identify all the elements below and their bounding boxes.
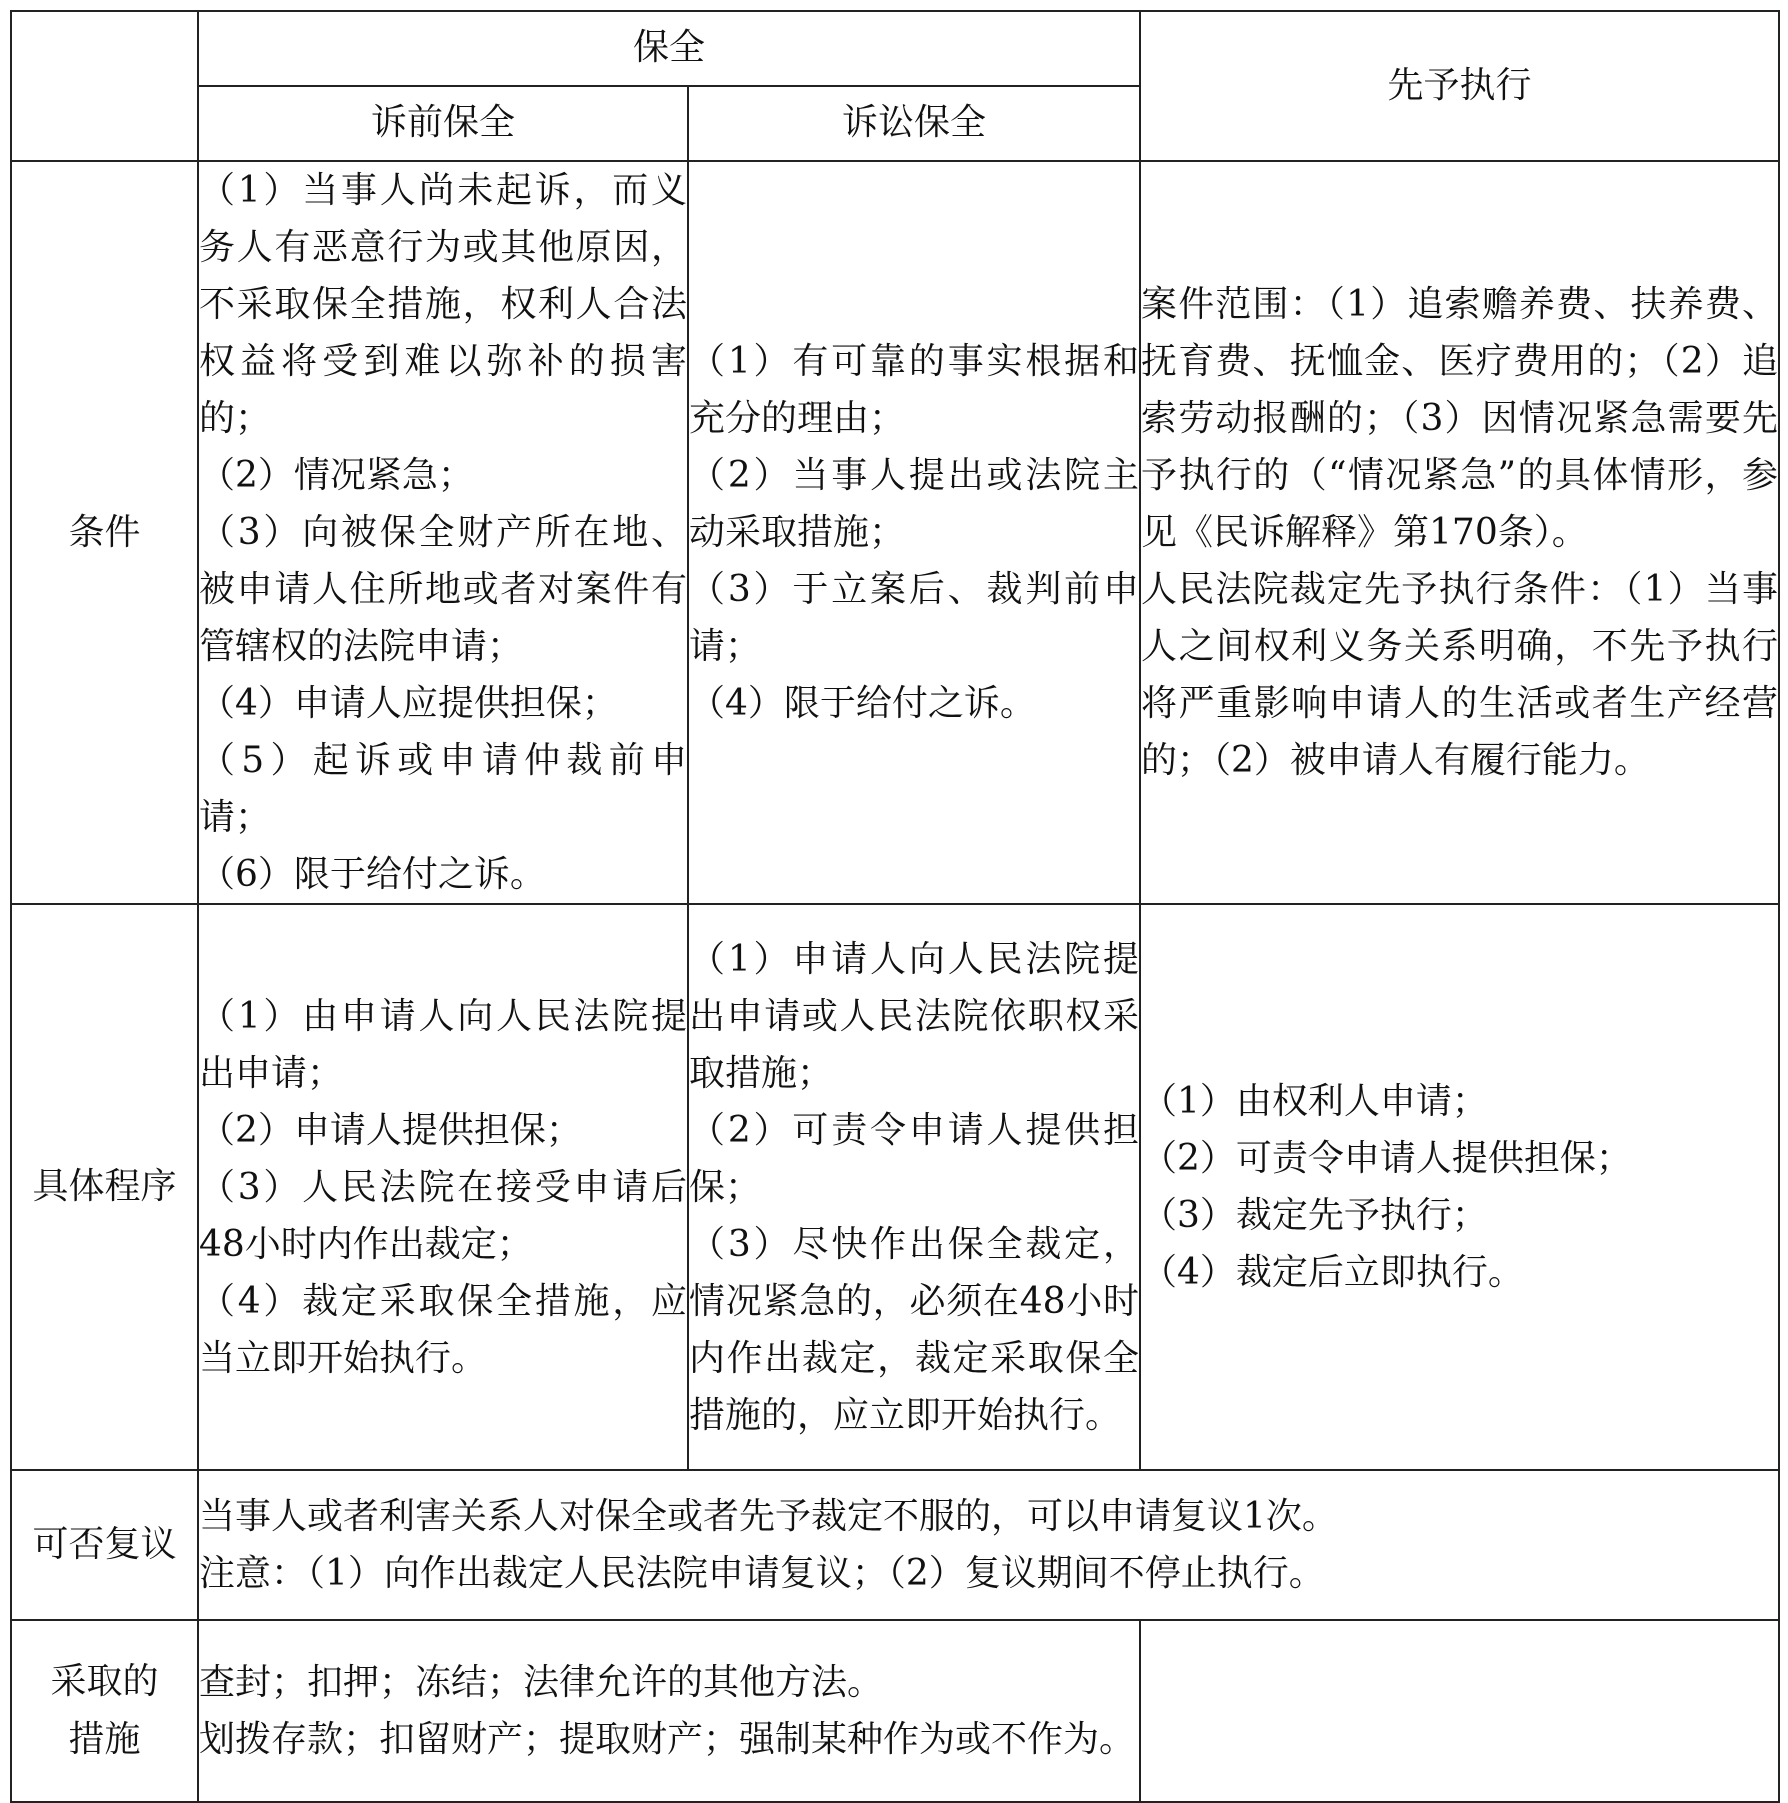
procedure-item: （1）由申请人向人民法院提出申请； (199, 995, 687, 1094)
condition-item: （1）当事人尚未起诉，而义务人有恶意行为或其他原因，不采取保全措施，权利人合法权益将受到难以弥补的损害的； (199, 170, 687, 439)
header-baoquan: 保全 (198, 11, 1140, 86)
header-suqian-baoquan: 诉前保全 (198, 86, 688, 161)
cell-cuoshi-xianyu (1140, 1620, 1779, 1802)
cell-chengxu-suqian (198, 904, 688, 1470)
review-text: 当事人或者利害关系人对保全或者先予裁定不服的，可以申请复议1次。 (199, 1496, 1338, 1537)
row-label-fuyi: 可否复议 (11, 1470, 198, 1620)
header-susong-baoquan: 诉讼保全 (688, 86, 1140, 161)
measure-item: 查封；扣押；冻结；法律允许的其他方法。 (199, 1662, 884, 1703)
header-xianyu-zhixing: 先予执行 (1140, 11, 1779, 161)
condition-item: （2）当事人提出或法院主动采取措施； (689, 455, 1140, 553)
condition-item: （1）有可靠的事实根据和充分的理由； (689, 341, 1140, 439)
condition-item: （4）申请人应提供担保； (199, 683, 618, 724)
review-note: 注意：（1）向作出裁定人民法院申请复议；（2）复议期间不停止执行。 (199, 1553, 1325, 1594)
procedure-item: （2）申请人提供担保； (199, 1109, 582, 1151)
cell-fuyi (198, 1470, 1779, 1620)
condition-item: （3）于立案后、裁判前申请； (689, 569, 1140, 667)
condition-item: （5）起诉或申请仲裁前申请； (199, 740, 687, 838)
cell-tiaojian-xianyu (1140, 161, 1779, 904)
procedure-item: （2）可责令申请人提供担保； (689, 1109, 1140, 1208)
measure-item: 划拨存款；扣留财产；提取财产；强制某种作为或不作为。 (199, 1719, 1136, 1760)
procedure-item: （2）可责令申请人提供担保； (1141, 1138, 1632, 1179)
cell-chengxu-xianyu (1140, 904, 1779, 1470)
condition-paragraph: 案件范围：（1）追索赡养费、扶养费、抚育费、抚恤金、医疗费用的；（2）追索劳动报酬的；（3）因情况紧急需要先予执行的（“情况紧急”的具体情形，参见《民诉解释》第170条）。 (1141, 284, 1779, 553)
procedure-item: （3）尽快作出保全裁定，情况紧急的，必须在48小时内作出裁定，裁定采取保全措施的，应立即开始执行。 (689, 1223, 1140, 1436)
procedure-item: （3）人民法院在接受申请后48小时内作出裁定； (199, 1166, 687, 1265)
row-label-chengxu: 具体程序 (11, 904, 198, 1470)
corner-cell (11, 11, 198, 161)
condition-paragraph: 人民法院裁定先予执行条件：（1）当事人之间权利义务关系明确，不先予执行将严重影响申请人的生活或者生产经营的；（2）被申请人有履行能力。 (1141, 569, 1779, 781)
procedure-item: （4）裁定后立即执行。 (1141, 1252, 1524, 1293)
cell-cuoshi-baoquan (198, 1620, 1140, 1802)
condition-item: （4）限于给付之诉。 (689, 683, 1036, 724)
condition-item: （2）情况紧急； (199, 455, 474, 496)
cell-tiaojian-susong (688, 161, 1140, 904)
row-label-tiaojian: 条件 (11, 161, 198, 904)
cell-chengxu-susong (688, 904, 1140, 1470)
procedure-item: （1）申请人向人民法院提出申请或人民法院依职权采取措施； (689, 938, 1140, 1094)
row-label-cuoshi-line-1: 采取的 (50, 1661, 159, 1703)
cell-tiaojian-suqian (198, 161, 688, 904)
procedure-item: （1）由权利人申请； (1141, 1081, 1488, 1122)
procedure-item: （3）裁定先予执行； (1141, 1195, 1488, 1236)
comparison-table (10, 10, 1780, 1803)
procedure-item: （4）裁定采取保全措施，应当立即开始执行。 (199, 1280, 687, 1379)
row-label-cuoshi (11, 1620, 198, 1802)
condition-item: （6）限于给付之诉。 (199, 854, 546, 895)
condition-item: （3）向被保全财产所在地、被申请人住所地或者对案件有管辖权的法院申请； (199, 512, 687, 667)
row-label-cuoshi-line-2: 措施 (68, 1719, 141, 1760)
